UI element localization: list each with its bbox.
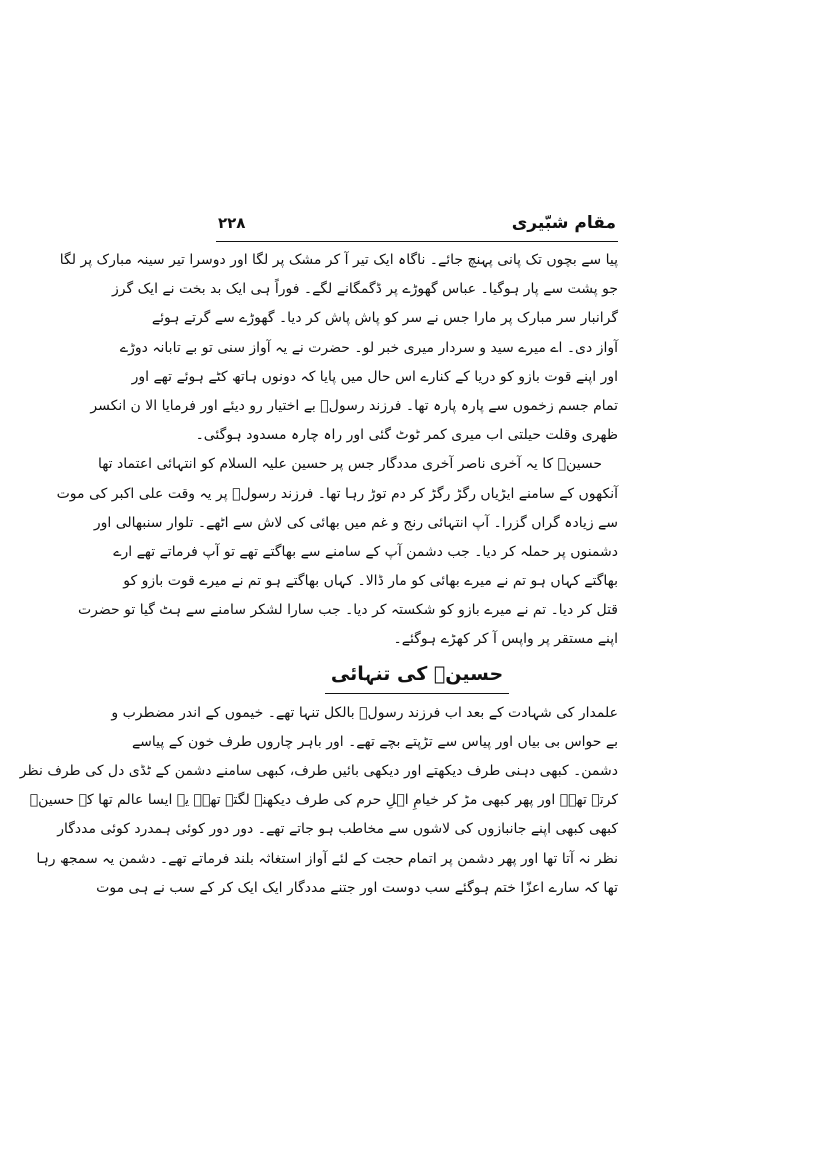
text-line: سے زیادہ گراں گزرا۔ آپ انتہائی رنج و غم میں بھائی کی لاش سے اٹھے۔ تلوار سنبھالی اور [93, 514, 618, 531]
paragraph [59, 246, 618, 450]
text-line: گرانبار سر مبارک پر مارا جس نے سر کو پاش پاش کر دیا۔ گھوڑے سے گرتے ہوئے [151, 310, 618, 327]
text-line: دشمن۔ کبھی دہنی طرف دیکھتے اور دیکھی بائیں طرف، کبھی سامنے دشمن کے ٹڈی دل کی طرف نظر [19, 763, 618, 779]
text-line: آواز دی۔ اے میرے سید و سردار میری خبر لو۔ حضرت نے یہ آواز سنی تو بے تابانہ دوڑے [119, 339, 618, 356]
text-line: تھا کہ سارے اعزّا ختم ہوگئے سب دوست اور جتنے مددگار ایک ایک کر کے سب نے ہی موت [96, 879, 618, 896]
text-line: اپنے مستقر پر واپس آ کر کھڑے ہوگئے۔ [393, 631, 618, 648]
paragraph [19, 699, 618, 903]
section-heading: حسینؑ کی تنہائی [325, 655, 509, 694]
text-line: نظر نہ آتا تھا اور پھر دشمن پر اتمام حجت کے لئے آواز استغاثہ بلند فرماتے تھے۔ دشمن یہ سمجھ رہا [36, 850, 618, 867]
text-line: دشمنوں پر حملہ کر دیا۔ جب دشمن آپ کے سامنے سے بھاگتے تھے تو آپ فرماتے تھے ارے [113, 543, 618, 560]
text-line: آنکھوں کے سامنے ایڑیاں رگڑ رگڑ کر دم توڑ رہا تھا۔ فرزند رسولؐ پر یہ وقت علی اکبر کی موت [56, 485, 618, 502]
text-line: علمدار کی شہادت کے بعد اب فرزند رسولؐ بالکل تنہا تھے۔ خیموں کے اندر مضطرب و [111, 704, 618, 721]
running-title: مقام شبّیری [511, 213, 616, 233]
text-line: کبھی کبھی اپنے جانبازوں کی لاشوں سے مخاطب ہو جاتے تھے۔ دور دور کوئی ہمدرد کوئی مددگار [57, 821, 618, 838]
text-line: بے حواس بی بیاں اور پیاس سے تڑپتے بچے تھے۔ اور باہر چاروں طرف خون کے پیاسے [131, 733, 618, 750]
page-header [218, 211, 616, 241]
text-line: کرتے تھے۔ اور پھر کبھی مڑ کر خیامِ اہلِ حرم کی طرف دیکھنے لگتے تھے۔ یہ ایسا عالم تھا کہ حسینؑ [29, 792, 618, 809]
text-line: حسینؑ کا یہ آخری ناصر آخری مددگار جس پر حسین علیہ السلام کو انتہائی اعتماد تھا [97, 456, 602, 473]
text-line: پیا سے بچوں تک پانی پہنچ جائے۔ ناگاہ ایک تیر آ کر مشک پر لگا اور دوسرا تیر سینہ مبارک پر لگا [59, 252, 618, 268]
header-rule [216, 241, 618, 242]
text-line: جو پشت سے پار ہوگیا۔ عباس گھوڑے پر ڈگمگانے لگے۔ فوراً ہی ایک بد بخت نے ایک گرز [112, 281, 618, 298]
section-heading-wrap [216, 655, 618, 699]
text-line: ظهری وقلت حیلتی اب میری کمر ٹوٹ گئی اور راہ چارہ مسدود ہوگئی۔ [195, 427, 618, 444]
text-line: قتل کر دیا۔ تم نے میرے بازو کو شکستہ کر دیا۔ جب سارا لشکر سامنے سے ہٹ گیا تو حضرت [77, 602, 618, 619]
page-number: ۲۲۸ [218, 214, 246, 232]
text-line: اور اپنے قوت بازو کو دریا کے کنارے اس حال میں پایا کہ دونوں ہاتھ کٹے ہوئے تھے اور [131, 368, 618, 385]
body-text [19, 246, 618, 903]
text-line: بھاگتے کہاں ہو تم نے میرے بھائی کو مار ڈالا۔ کہاں بھاگتے ہو تم نے میرے قوت بازو کو [123, 573, 618, 590]
paragraph [56, 450, 618, 654]
text-line: تمام جسم زخموں سے پارہ پارہ تھا۔ فرزند رسولؐ بے اختیار رو دیئے اور فرمایا الا ن انکسر [90, 397, 618, 414]
